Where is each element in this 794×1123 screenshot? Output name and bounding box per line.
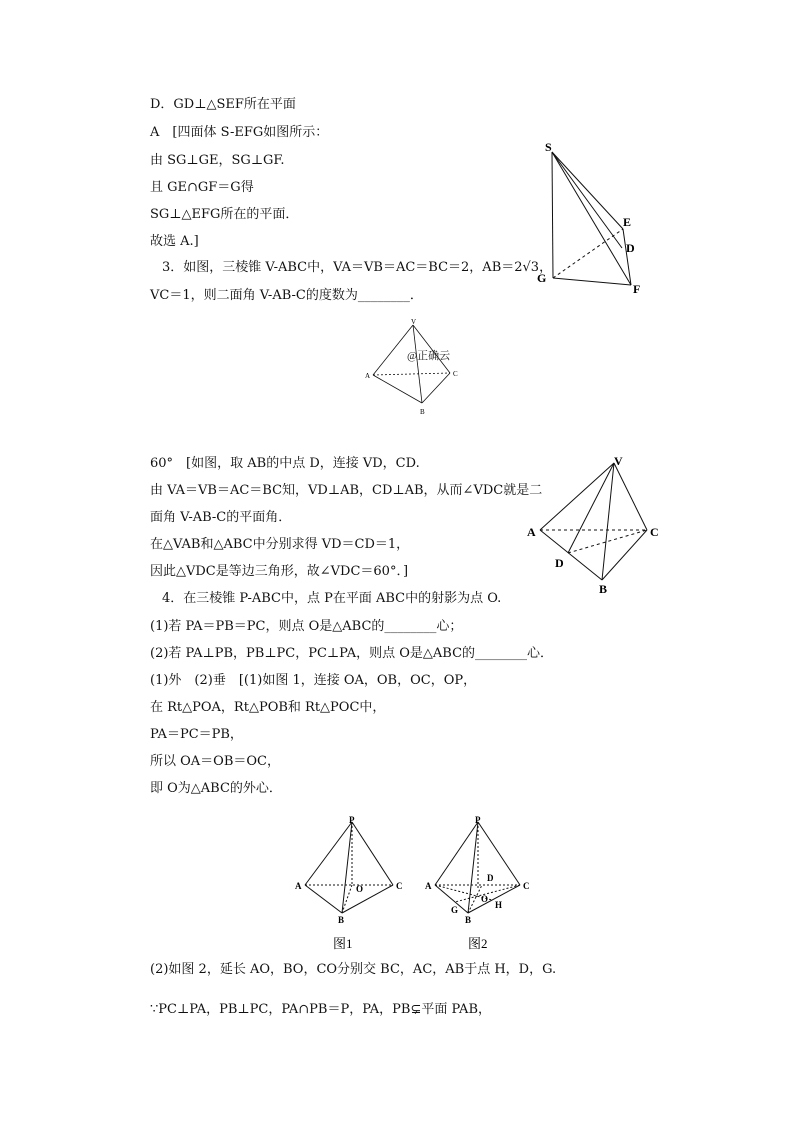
label-c: C	[453, 370, 458, 378]
option-d: D．GD⊥△SEF所在平面	[150, 97, 296, 112]
answer-4: (1)外 (2)垂 [(1)如图 1，连接 OA，OB，OC，OP，	[150, 673, 477, 688]
solution-line: 即 O为△ABC的外心．	[150, 781, 282, 796]
label-s: S	[545, 140, 552, 154]
label-v: V	[614, 454, 623, 468]
label-b: B	[465, 915, 472, 925]
label-c: C	[650, 525, 659, 539]
question-3: 3．如图，三棱锥 V-ABC中，VA＝VB＝AC＝BC＝2，AB＝2√3，	[162, 260, 553, 275]
label-b: B	[420, 408, 425, 416]
solution-line: 面角 V-AB-C的平面角．	[150, 510, 292, 525]
pyramid-vabc-large-figure	[520, 450, 670, 600]
figure-2-caption: 图2	[468, 936, 488, 951]
answer-2: A [四面体 S-EFG如图所示：	[150, 125, 329, 140]
label-e: E	[623, 215, 632, 229]
label-g: G	[537, 271, 547, 285]
solution-line: (2)如图 2，延长 AO，BO，CO分别交 BC，AC，AB于点 H，D，G.	[150, 962, 557, 977]
label-o: O	[481, 894, 489, 904]
label-v: V	[411, 318, 417, 326]
solution-line: 由 SG⊥GE，SG⊥GF.	[150, 153, 285, 168]
label-a: A	[527, 525, 536, 539]
label-p: P	[349, 815, 355, 825]
question-4-part1: (1)若 PA＝PB＝PC，则点 O是△ABC的________心；	[150, 619, 463, 634]
tetrahedron-sefg-figure	[525, 135, 655, 300]
question-4-part2: (2)若 PA⊥PB，PB⊥PC，PC⊥PA，则点 O是△ABC的________心．	[150, 646, 554, 661]
pyramid-vabc-small-figure	[360, 315, 470, 420]
label-a: A	[365, 372, 371, 380]
solution-line: 故选 A.]	[150, 234, 199, 249]
label-c: C	[523, 881, 530, 891]
label-b: B	[338, 915, 345, 925]
solution-line: 所以 OA＝OB＝OC，	[150, 754, 280, 769]
label-c: C	[396, 881, 403, 891]
label-p: P	[475, 815, 481, 825]
label-o: O	[356, 884, 364, 894]
figure-1-caption: 图1	[333, 936, 353, 951]
label-d: D	[555, 556, 564, 570]
label-g: G	[451, 905, 459, 915]
solution-line: 且 GE∩GF＝G得	[150, 180, 254, 195]
solution-line: 因此△VDC是等边三角形，故∠VDC＝60°．]	[150, 564, 409, 579]
solution-line: 在 Rt△POA，Rt△POB和 Rt△POC中，	[150, 700, 386, 715]
figure-1	[290, 812, 415, 952]
label-d: D	[626, 241, 635, 255]
label-a: A	[295, 881, 302, 891]
question-4: 4．在三棱锥 P-ABC中，点 P在平面 ABC中的射影为点 O.	[162, 591, 502, 606]
label-b: B	[599, 582, 608, 596]
label-h: H	[495, 900, 503, 910]
watermark-text: @正确云	[407, 350, 451, 362]
question-3-cont: VC＝1，则二面角 V-AB-C的度数为________．	[150, 288, 423, 303]
label-d: D	[487, 873, 494, 883]
solution-line: 在△VAB和△ABC中分别求得 VD＝CD＝1，	[150, 537, 410, 552]
figure-2	[420, 812, 540, 952]
label-f: F	[633, 282, 641, 296]
solution-line: ∵PC⊥PA，PB⊥PC，PA∩PB＝P，PA，PB⊊平面 PAB，	[150, 1002, 491, 1017]
solution-line: PA＝PC＝PB，	[150, 727, 243, 742]
solution-line: SG⊥△EFG所在的平面．	[150, 207, 299, 222]
label-a: A	[425, 881, 432, 891]
solution-line: 由 VA＝VB＝AC＝BC知，VD⊥AB，CD⊥AB，从而∠VDC就是二	[150, 483, 543, 498]
answer-3: 60° [如图，取 AB的中点 D，连接 VD，CD.	[150, 456, 420, 471]
